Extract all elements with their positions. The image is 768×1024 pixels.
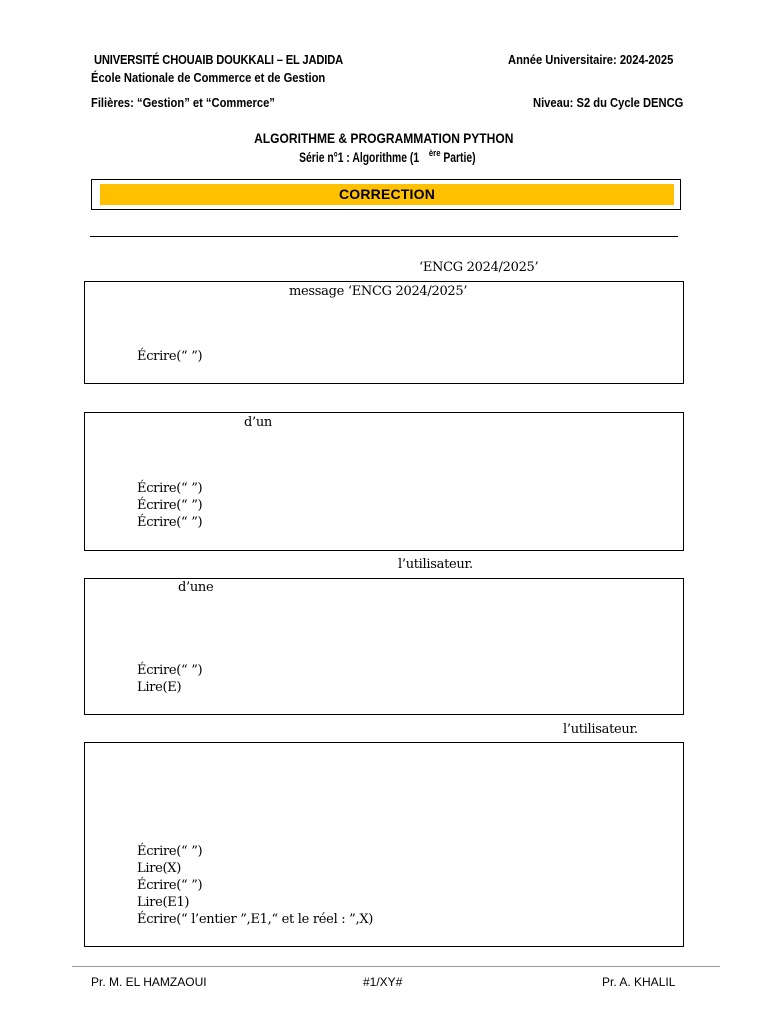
footer-line	[72, 966, 720, 967]
footer-left: Pr. M. EL HAMZAOUI	[91, 975, 207, 989]
document-title: ALGORITHME & PROGRAMMATION PYTHON	[254, 130, 514, 146]
university-name: UNIVERSITÉ CHOUAIB DOUKKALI – EL JADIDA	[94, 52, 344, 67]
exercise4-line: Écrire(“ ”)	[137, 844, 203, 859]
separator-line	[90, 236, 678, 237]
exercise2-line: Écrire(“ ”)	[137, 481, 203, 496]
exercise2-line: d’un	[244, 415, 272, 430]
exercise4-line: Lire(E1)	[137, 895, 190, 910]
academic-year: Année Universitaire: 2024-2025	[508, 52, 674, 67]
school-name: École Nationale de Commerce et de Gestion	[91, 70, 326, 85]
exercise3-line: Lire(E)	[137, 680, 182, 695]
page-number: #1/XY#	[363, 975, 403, 989]
exercise1-box	[84, 281, 684, 384]
filieres: Filières: “Gestion” et “Commerce”	[91, 95, 275, 110]
exercise4-line: Lire(X)	[137, 861, 181, 876]
exercise4-line: Écrire(“ ”)	[137, 878, 203, 893]
exercise4-box	[84, 742, 684, 947]
exercise1-line: Écrire(“ ”)	[137, 349, 203, 364]
exercise4-line: Écrire(“ l’entier ”,E1,“ et le réel : ”,X)	[137, 912, 374, 927]
exercise3-intro: l’utilisateur.	[398, 557, 473, 572]
exercise2-line: Écrire(“ ”)	[137, 498, 203, 513]
exercise2-box	[84, 412, 684, 551]
series-title: Série n°1 : Algorithme (1 $^{ère}$Partie)	[299, 148, 476, 165]
exercise4-intro: l’utilisateur.	[563, 722, 638, 737]
footer-right: Pr. A. KHALIL	[602, 975, 676, 989]
correction-frame	[91, 179, 681, 210]
exercise1-line: message ‘ENCG 2024/2025’	[289, 284, 468, 299]
correction-banner: CORRECTION	[100, 184, 674, 205]
exercise1-intro: ‘ENCG 2024/2025’	[419, 260, 539, 275]
exercise3-box	[84, 578, 684, 715]
niveau: Niveau: S2 du Cycle DENCG	[533, 95, 684, 110]
exercise2-line: Écrire(“ ”)	[137, 515, 203, 530]
exercise3-line: Écrire(“ ”)	[137, 663, 203, 678]
exercise3-line: d’une	[178, 580, 214, 595]
